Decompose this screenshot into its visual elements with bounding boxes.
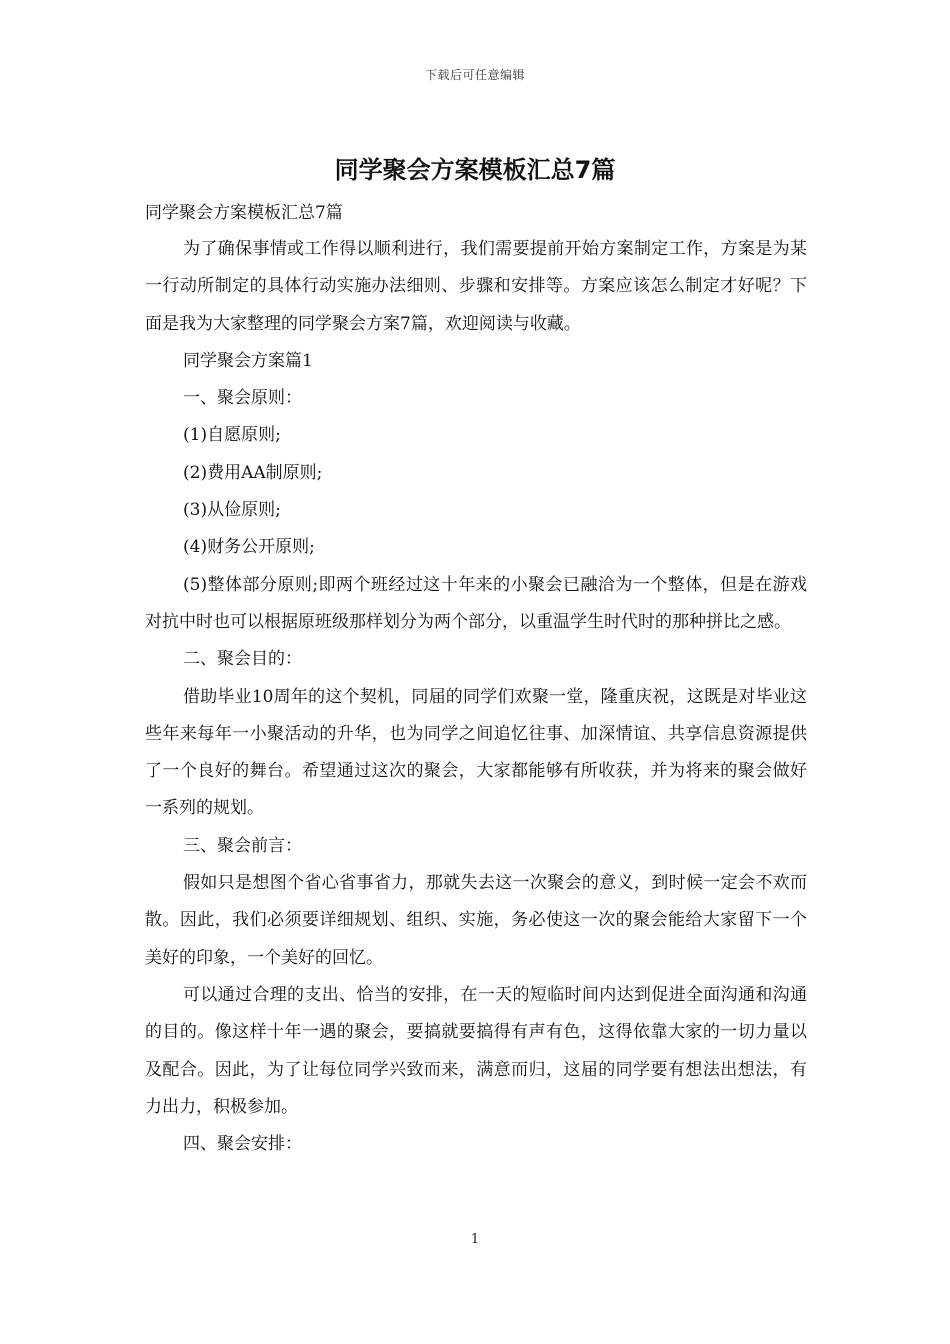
document-body [145,197,807,1163]
page-header-note: 下载后可任意编辑 [424,68,525,82]
preface-paragraph-2: 可以通过合理的支出、恰当的安排，在一天的短临时间内达到促进全面沟通和沟通的目的。像这样十年一遇的聚会，要搞就要搞得有声有色，这得依靠大家的一切力量以及配合。因此，为了让每位同学兴致而来，满意而归，这届的同学要有想法出想法，有力出力，积极参加。 [145,984,807,1117]
principle-item: (2)费用AA制原则; [183,462,323,483]
heading-principles: 一、聚会原则： [183,388,302,409]
heading-purpose: 二、聚会目的： [183,649,302,670]
principle-item: (3)从俭原则; [183,500,281,521]
principle-item: (4)财务公开原则; [183,537,315,558]
page-number: 1 [470,1232,480,1247]
heading-preface: 三、聚会前言： [183,835,302,856]
document-title: 同学聚会方案模板汇总7篇 [334,156,616,184]
principle-item-5: (5)整体部分原则;即两个班经过这十年来的小聚会已融洽为一个整体，但是在游戏对抗中时也可以根据原班级那样划分为两个部分，以重温学生时代时的那种拼比之感。 [145,574,807,632]
preface-paragraph-1: 假如只是想图个省心省事省力，那就失去这一次聚会的意义，到时候一定会不欢而散。因此，我们必须要详细规划、组织、实施，务必使这一次的聚会能给大家留下一个美好的印象，一个美好的回忆。 [145,873,807,968]
purpose-paragraph: 借助毕业10周年的这个契机，同届的同学们欢聚一堂，隆重庆祝，这既是对毕业这些年来每年一小聚活动的升华，也为同学之间追忆往事、加深情谊、共享信息资源提供了一个良好的舞台。希望通过这次的聚会，大家都能够有所收获，并为将来的聚会做好一系列的规划。 [145,686,807,819]
section-label: 同学聚会方案篇1 [183,350,313,371]
heading-arrangement: 四、聚会安排： [183,1134,302,1155]
principle-item: (1)自愿原则; [183,425,281,446]
document-subtitle: 同学聚会方案模板汇总7篇 [145,203,343,223]
intro-paragraph: 为了确保事情或工作得以顺利进行，我们需要提前开始方案制定工作，方案是为某一行动所制定的具体行动实施办法细则、步骤和安排等。方案应该怎么制定才好呢？下面是我为大家整理的同学聚会方案7篇，欢迎阅读与收藏。 [145,239,807,334]
